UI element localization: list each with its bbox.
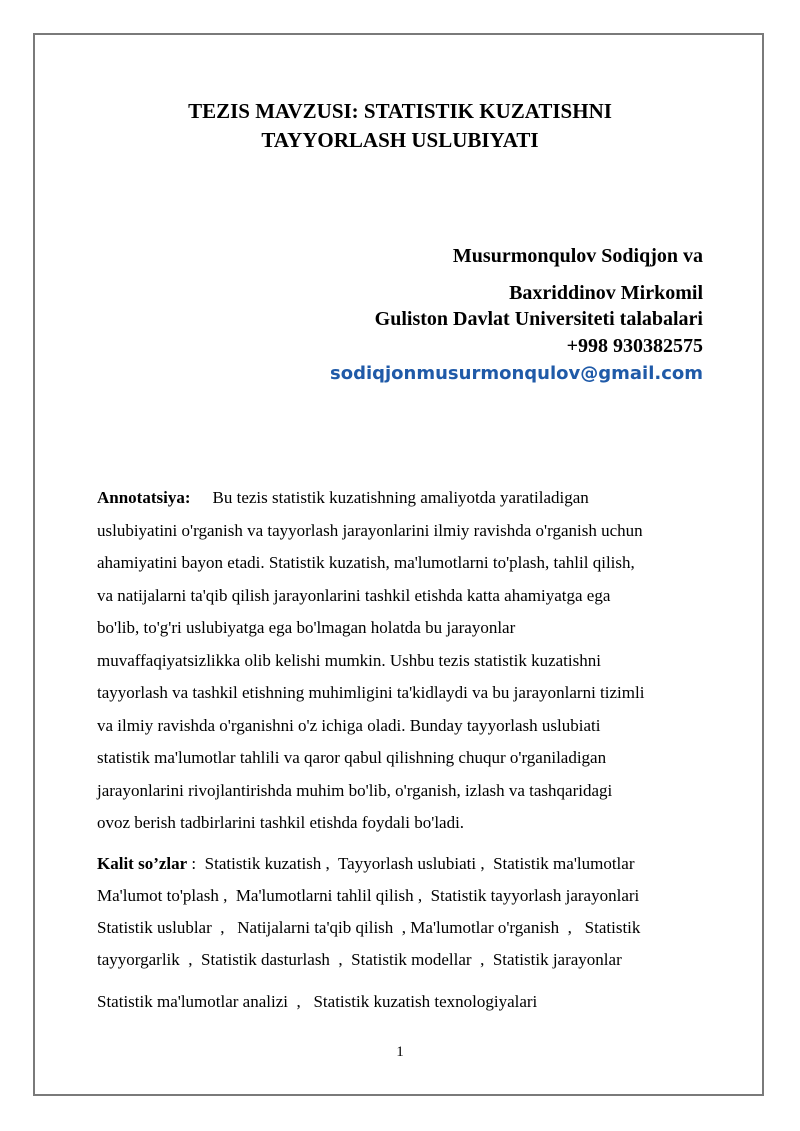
keywords-paragraph: [97, 848, 707, 1018]
keywords-line: [97, 848, 707, 880]
abstract-text: Bu tezis statistik kuzatishning amaliyotda yaratiladigan: [212, 488, 589, 507]
abstract-line: [97, 482, 707, 515]
abstract-line: jarayonlarini rivojlantirishda muhim bo'lib, o'rganish, izlash va tashqaridagi: [97, 780, 613, 800]
keywords-line: tayyorgarlik , Statistik dasturlash , Statistik modellar , Statistik jarayonlar: [97, 950, 622, 969]
abstract-line: ovoz berish tadbirlarini tashkil etishda foydali bo'ladi.: [97, 813, 465, 832]
abstract-line: ahamiyatini bayon etadi. Statistik kuzatish, ma'lumotlarni to'plash, tahlil qilish,: [97, 553, 635, 572]
keywords-text: : Statistik kuzatish , Tayyorlash uslubiati , Statistik ma'lumotlar: [187, 854, 635, 873]
title-line-1: TEZIS MAVZUSI: STATISTIK KUZATISHNI: [188, 99, 612, 123]
abstract-line: statistik ma'lumotlar tahlili va qaror qabul qilishning chuqur o'rganiladigan: [97, 748, 607, 767]
keywords-label: Kalit so’zlar: [97, 854, 188, 873]
abstract-line: tayyorlash va tashkil etishning muhimligini ta'kidlaydi va bu jarayonlarni tizimli: [97, 683, 645, 702]
author-line-2: Baxriddinov Mirkomil: [509, 282, 703, 304]
keywords-line: Ma'lumot to'plash , Ma'lumotlarni tahlil qilish , Statistik tayyorlash jarayonlari: [97, 886, 640, 905]
abstract-line: va ilmiy ravishda o'rganishni o'z ichiga oladi. Bunday tayyorlash uslubiati: [97, 715, 601, 735]
author-block: [330, 242, 703, 388]
abstract-line: muvaffaqiyatsizlikka olib kelishi mumkin. Ushbu tezis statistik kuzatishni: [97, 650, 601, 670]
affiliation: Guliston Davlat Universiteti talabalari: [374, 308, 703, 330]
abstract-label: Annotatsiya:: [97, 488, 191, 507]
email-link[interactable]: sodiqjonmusurmonqulov@gmail.com: [329, 363, 703, 384]
abstract-line: va natijalarni ta'qib qilish jarayonlarini tashkil etishda katta ahamiyatga ega: [97, 585, 611, 605]
abstract-line: bo'lib, to'g'ri uslubiyatga ega bo'lmagan holatda bu jarayonlar: [97, 618, 516, 637]
title-line-2: TAYYORLASH USLUBIYATI: [261, 128, 539, 152]
keywords-line: Statistik ma'lumotlar analizi , Statistik kuzatish texnologiyalari: [97, 992, 538, 1011]
page-number: 1: [396, 1044, 404, 1060]
abstract-paragraph: [97, 482, 707, 840]
phone-number: +998 930382575: [566, 335, 703, 357]
document-title: [100, 97, 700, 155]
abstract-line: uslubiyatini o'rganish va tayyorlash jarayonlarini ilmiy ravishda o'rganish uchun: [97, 520, 643, 540]
author-line-1: Musurmonqulov Sodiqjon va: [452, 245, 703, 267]
keywords-line: Statistik uslublar , Natijalarni ta'qib qilish , Ma'lumotlar o'rganish , Statistik: [97, 918, 641, 937]
